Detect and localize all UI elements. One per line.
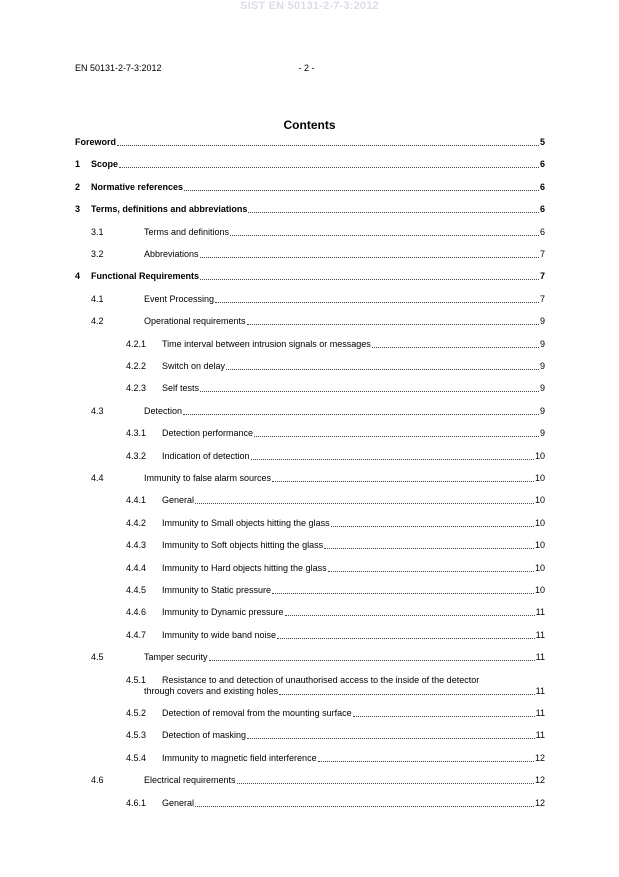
toc-entry-number: 4.2.2 — [126, 361, 147, 371]
toc-entry-title: Self tests — [162, 383, 200, 394]
toc-entry-page: 12 — [534, 775, 545, 786]
toc-entry-title: Resistance to and detection of unauthorised access to the inside of the detector — [162, 674, 480, 685]
toc-entry-title: Immunity to Hard objects hitting the glass — [162, 562, 327, 573]
toc-entry-page: 11 — [535, 708, 545, 718]
dot-leader — [209, 660, 535, 661]
dot-leader — [318, 761, 534, 762]
dot-leader — [251, 459, 534, 460]
toc-entry-title: Functional Requirements — [91, 271, 200, 282]
toc-entry-page: 9 — [539, 316, 545, 327]
toc-entry-title: Detection performance — [162, 428, 254, 439]
toc-entry-number: 4.2.3 — [126, 383, 147, 394]
dot-leader — [200, 257, 539, 258]
toc-entry-title: Abbreviations — [144, 249, 199, 259]
toc-entry-page: 11 — [535, 652, 545, 663]
toc-entry-number: 4.6 — [91, 775, 104, 786]
dot-leader — [215, 302, 539, 303]
dot-leader — [254, 436, 539, 437]
toc-entry-number: 4.4.4 — [126, 562, 147, 573]
dot-leader — [272, 481, 534, 482]
dot-leader — [200, 391, 539, 392]
toc-entry-page: 6 — [539, 204, 545, 215]
toc-entry-page: 7 — [539, 271, 545, 282]
toc-entry-number: 4.4 — [91, 473, 104, 483]
toc-entry-number: 4.4.5 — [126, 585, 147, 595]
dot-leader — [372, 347, 539, 348]
toc-entry-page: 9 — [539, 383, 545, 394]
toc-entry-title: Electrical requirements — [144, 775, 236, 786]
toc-entry-number: 4.3 — [91, 405, 104, 416]
toc-entry-number: 4.2 — [91, 316, 104, 327]
toc-entry-number: 4.4.1 — [126, 495, 147, 506]
toc-entry-page: 9 — [539, 405, 545, 416]
toc-entry-number: 3 — [75, 204, 81, 215]
toc-entry-title: Scope — [91, 159, 119, 170]
toc-entry-page: 9 — [539, 338, 545, 349]
toc-entry-title: Time interval between intrusion signals or messages — [162, 338, 371, 349]
toc-entry-page: 11 — [535, 607, 545, 618]
header-doc-id: EN 50131-2-7-3:2012 — [75, 63, 162, 73]
toc-entry-title: General — [162, 797, 195, 808]
toc-entry-title: Immunity to Dynamic pressure — [162, 607, 284, 618]
toc-entry-number: 4.3.1 — [126, 428, 147, 439]
toc-entry-number: 2 — [75, 181, 81, 192]
toc-entry-number: 4.1 — [91, 293, 104, 304]
toc-entry-page: 7 — [539, 249, 545, 259]
dot-leader — [237, 783, 534, 784]
dot-leader — [195, 503, 534, 504]
toc-entry-page: 10 — [534, 473, 545, 483]
toc-entry-page: 11 — [535, 685, 545, 696]
dot-leader — [279, 694, 535, 695]
dot-leader — [272, 593, 534, 594]
toc-entry-page: 11 — [535, 629, 545, 640]
dot-leader — [226, 369, 539, 370]
toc-entry-page: 10 — [534, 450, 545, 461]
toc-entry-page: 6 — [539, 181, 545, 192]
toc-entry-title: Detection — [144, 405, 183, 416]
toc-entry-page: 11 — [535, 730, 545, 741]
toc-entry-title: Immunity to Static pressure — [162, 585, 272, 595]
toc-entry-title: Detection of removal from the mounting surface — [162, 708, 352, 718]
dot-leader — [324, 548, 534, 549]
toc-entry-title: General — [162, 495, 195, 506]
dot-leader — [247, 324, 539, 325]
dot-leader — [353, 716, 535, 717]
toc-entry-number: 4.4.6 — [126, 607, 147, 618]
toc-entry-page: 12 — [534, 752, 545, 763]
toc-entry-title: Event Processing — [144, 293, 215, 304]
toc-entry-page: 6 — [539, 226, 545, 237]
toc-entry-number: 4.6.1 — [126, 797, 147, 808]
toc-entry-title: Immunity to false alarm sources — [144, 473, 272, 483]
toc-entry-number: 4.2.1 — [126, 338, 147, 349]
toc-entry-number: 3.1 — [91, 226, 104, 237]
toc-entry-title: Immunity to magnetic field interference — [162, 752, 317, 763]
toc-entry-number: 3.2 — [91, 249, 104, 259]
toc-entry-page: 10 — [534, 562, 545, 573]
dot-leader — [328, 571, 534, 572]
toc-entry-page: 9 — [539, 428, 545, 439]
toc-entry-page: 10 — [534, 585, 545, 595]
toc-entry-title: Immunity to Small objects hitting the glass — [162, 517, 330, 528]
toc-entry-title: Terms, definitions and abbreviations — [91, 204, 248, 215]
toc-entry-title: Foreword — [75, 137, 117, 147]
dot-leader — [195, 806, 534, 807]
toc-entry-title: Indication of detection — [162, 450, 250, 461]
dot-leader — [117, 145, 539, 146]
dot-leader — [331, 526, 534, 527]
header-page-label — [0, 63, 619, 73]
toc-entry-number: 4.5.1 — [126, 674, 147, 685]
toc-entry-page: 9 — [539, 361, 545, 371]
dot-leader — [119, 167, 539, 168]
toc-entry-number: 4 — [75, 271, 81, 282]
toc-entry-title: Immunity to Soft objects hitting the glass — [162, 540, 324, 551]
toc-entry-title: Operational requirements — [144, 316, 246, 327]
toc-entry-page: 10 — [534, 540, 545, 551]
toc-entry-number: 4.5.2 — [126, 708, 147, 718]
toc-entry-page: 10 — [534, 517, 545, 528]
toc-entry-title: Terms and definitions — [144, 226, 230, 237]
dot-leader — [247, 738, 535, 739]
dot-leader — [285, 615, 535, 616]
toc-entry-number: 4.4.3 — [126, 540, 147, 551]
toc-entry-page: 12 — [534, 797, 545, 808]
toc-entry-title: Tamper security — [144, 652, 208, 663]
toc-entry-number: 4.4.2 — [126, 517, 147, 528]
toc-entry-title: Detection of masking — [162, 730, 247, 741]
toc-entry-title: Immunity to wide band noise — [162, 629, 277, 640]
toc-entry-page: 6 — [539, 159, 545, 170]
dot-leader — [183, 414, 539, 415]
toc-entry-title: Normative references — [91, 181, 184, 192]
toc-entry-number: 4.4.7 — [126, 629, 147, 640]
toc-entry-title: Switch on delay — [162, 361, 226, 371]
dot-leader — [200, 279, 539, 280]
watermark: SIST EN 50131-2-7-3:2012 — [240, 0, 379, 12]
toc-entry-number: 1 — [75, 159, 81, 170]
toc-entry-number: 4.5.3 — [126, 730, 147, 741]
toc-entry-page: 5 — [539, 137, 545, 147]
toc-entry-number: 4.3.2 — [126, 450, 147, 461]
dot-leader — [184, 190, 539, 191]
toc-entry-title-continued: through covers and existing holes — [144, 685, 279, 696]
dot-leader — [277, 638, 535, 639]
toc-entry-number: 4.5.4 — [126, 752, 147, 763]
toc-entry-page: 10 — [534, 495, 545, 506]
page-title: Contents — [283, 118, 336, 132]
toc-entry-number: 4.5 — [91, 652, 104, 663]
toc-entry-page: 7 — [539, 293, 545, 304]
dot-leader — [230, 235, 539, 236]
page-number: - 2 - — [298, 63, 315, 73]
dot-leader — [248, 212, 539, 213]
